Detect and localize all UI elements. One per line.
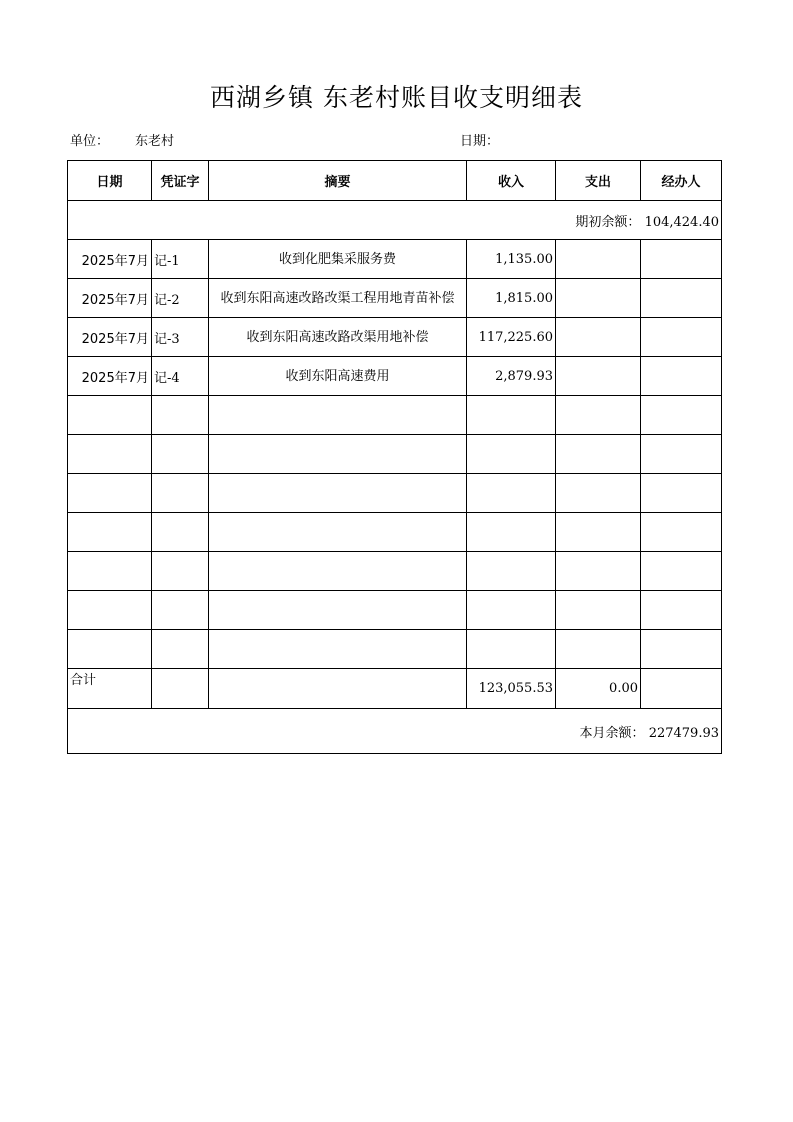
empty-cell xyxy=(209,552,467,591)
empty-cell xyxy=(467,435,556,474)
col-header-date: 日期 xyxy=(68,161,152,201)
date-label: 日期： xyxy=(460,134,500,149)
empty-cell xyxy=(641,396,722,435)
empty-row xyxy=(68,630,722,669)
empty-cell xyxy=(152,630,209,669)
closing-balance-cell xyxy=(68,709,722,754)
empty-cell xyxy=(467,513,556,552)
empty-cell xyxy=(152,669,209,709)
empty-cell xyxy=(152,474,209,513)
opening-balance-row xyxy=(68,201,722,240)
empty-cell xyxy=(68,474,152,513)
empty-row xyxy=(68,435,722,474)
col-header-expense: 支出 xyxy=(556,161,641,201)
empty-cell xyxy=(467,591,556,630)
page-title: 西湖乡镇 东老村账目收支明细表 xyxy=(210,83,583,112)
entry-date: 2025年7月 xyxy=(68,279,152,318)
entry-income: 2,879.93 xyxy=(467,357,556,396)
closing-balance-label: 本月余额： xyxy=(579,725,645,741)
empty-cell xyxy=(152,513,209,552)
entry-date: 2025年7月 xyxy=(68,357,152,396)
empty-cell xyxy=(467,396,556,435)
empty-cell xyxy=(641,513,722,552)
entry-handler xyxy=(641,240,722,279)
empty-row xyxy=(68,591,722,630)
empty-cell xyxy=(467,474,556,513)
entry-summary: 收到东阳高速费用 xyxy=(209,357,467,396)
unit-label: 单位： xyxy=(70,134,110,149)
entry-voucher: 记-4 xyxy=(152,357,209,396)
opening-balance-label: 期初余额： xyxy=(575,214,641,230)
entry-expense xyxy=(556,240,641,279)
empty-cell xyxy=(467,630,556,669)
entry-expense xyxy=(556,318,641,357)
empty-cell xyxy=(641,630,722,669)
table-row xyxy=(68,240,722,279)
closing-balance-row xyxy=(68,709,722,754)
empty-cell xyxy=(152,396,209,435)
ledger-table xyxy=(67,160,722,754)
entry-voucher: 记-3 xyxy=(152,318,209,357)
empty-cell xyxy=(556,552,641,591)
empty-cell xyxy=(209,669,467,709)
empty-cell xyxy=(68,552,152,591)
header-row xyxy=(68,161,722,201)
table-row xyxy=(68,279,722,318)
entry-summary: 收到东阳高速改路改渠工程用地青苗补偿 xyxy=(209,279,467,318)
empty-cell xyxy=(556,474,641,513)
empty-cell xyxy=(209,513,467,552)
closing-balance-value: 227479.93 xyxy=(648,725,719,741)
empty-cell xyxy=(68,513,152,552)
table-row xyxy=(68,357,722,396)
empty-cell xyxy=(68,630,152,669)
empty-cell xyxy=(209,630,467,669)
empty-cell xyxy=(152,591,209,630)
empty-cell xyxy=(467,552,556,591)
total-label: 合计 xyxy=(68,669,152,709)
empty-row xyxy=(68,552,722,591)
col-header-handler: 经办人 xyxy=(641,161,722,201)
entry-handler xyxy=(641,357,722,396)
entry-summary: 收到化肥集采服务费 xyxy=(209,240,467,279)
unit-value: 东老村 xyxy=(135,134,175,149)
col-header-voucher: 凭证字 xyxy=(152,161,209,201)
col-header-income: 收入 xyxy=(467,161,556,201)
entry-income: 1,135.00 xyxy=(467,240,556,279)
empty-cell xyxy=(209,396,467,435)
empty-cell xyxy=(641,591,722,630)
entry-expense xyxy=(556,279,641,318)
total-row xyxy=(68,669,722,709)
entry-expense xyxy=(556,357,641,396)
empty-cell xyxy=(556,396,641,435)
empty-cell xyxy=(556,513,641,552)
empty-cell xyxy=(152,552,209,591)
empty-cell xyxy=(68,435,152,474)
date-field xyxy=(460,130,499,149)
entry-date: 2025年7月 xyxy=(68,318,152,357)
empty-cell xyxy=(152,435,209,474)
empty-cell xyxy=(209,591,467,630)
entry-handler xyxy=(641,279,722,318)
entry-voucher: 记-1 xyxy=(152,240,209,279)
total-income: 123,055.53 xyxy=(467,669,556,709)
empty-cell xyxy=(641,552,722,591)
entry-income: 1,815.00 xyxy=(467,279,556,318)
empty-cell xyxy=(556,435,641,474)
entry-handler xyxy=(641,318,722,357)
empty-cell xyxy=(209,474,467,513)
empty-cell xyxy=(641,435,722,474)
opening-balance-cell xyxy=(68,201,722,240)
total-expense: 0.00 xyxy=(556,669,641,709)
entry-date: 2025年7月 xyxy=(68,240,152,279)
empty-row xyxy=(68,396,722,435)
entry-summary: 收到东阳高速改路改渠用地补偿 xyxy=(209,318,467,357)
empty-cell xyxy=(68,396,152,435)
table-row xyxy=(68,318,722,357)
empty-row xyxy=(68,474,722,513)
empty-cell xyxy=(209,435,467,474)
empty-cell xyxy=(556,591,641,630)
entry-income: 117,225.60 xyxy=(467,318,556,357)
empty-row xyxy=(68,513,722,552)
unit-field xyxy=(70,130,174,149)
entry-voucher: 记-2 xyxy=(152,279,209,318)
empty-cell xyxy=(641,474,722,513)
opening-balance-value: 104,424.40 xyxy=(644,214,719,230)
empty-cell xyxy=(68,591,152,630)
empty-cell xyxy=(641,669,722,709)
empty-cell xyxy=(556,630,641,669)
col-header-summary: 摘要 xyxy=(209,161,467,201)
